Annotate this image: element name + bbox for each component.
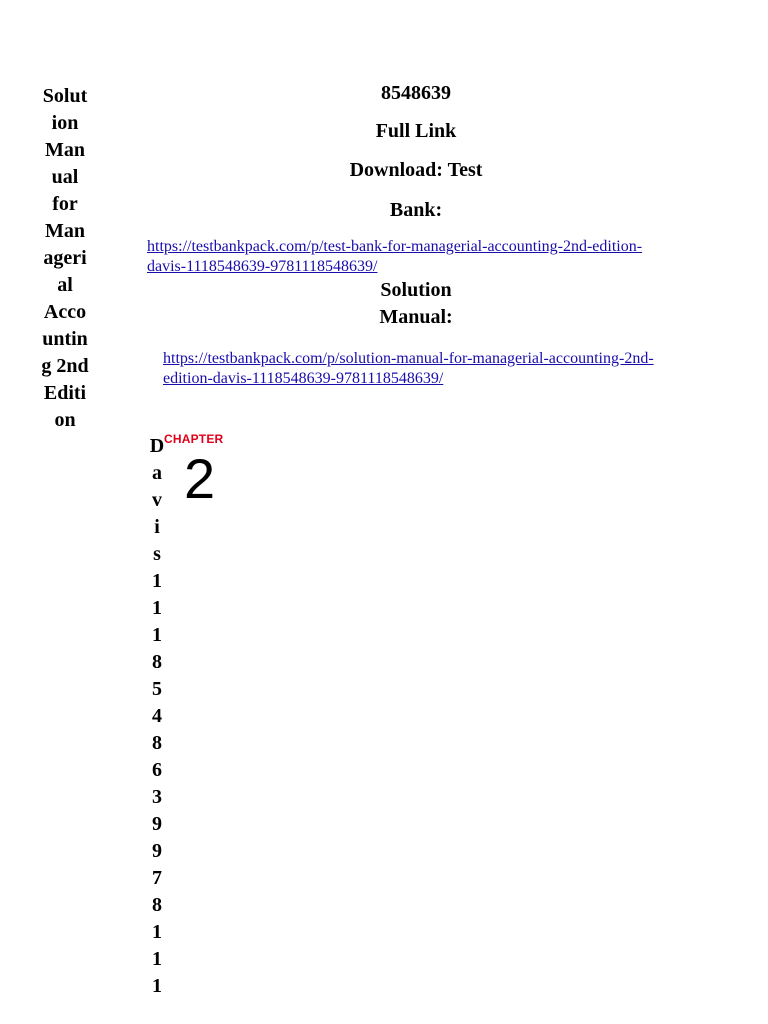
vertical-letter: 1 bbox=[152, 975, 162, 997]
vertical-letter: v bbox=[152, 489, 162, 511]
left-title-line: Man bbox=[45, 139, 85, 161]
left-title-line: ual bbox=[51, 166, 79, 188]
isbn-fragment: 8548639 bbox=[381, 82, 451, 104]
vertical-letter: 1 bbox=[152, 948, 162, 970]
vertical-letter: 6 bbox=[152, 759, 162, 781]
vertical-letter: 7 bbox=[152, 867, 162, 889]
chapter-number: 2 bbox=[184, 447, 216, 510]
vertical-letter: 8 bbox=[152, 732, 162, 754]
solution-heading: Solution bbox=[380, 279, 452, 301]
download-test-heading: Download: Test bbox=[349, 159, 483, 181]
vertical-letter: i bbox=[154, 516, 160, 538]
test-bank-link[interactable]: https://testbankpack.com/p/test-bank-for-managerial-accounting-2nd-edition-davis-1118548639-9781118548639/ bbox=[147, 238, 643, 275]
vertical-letter: 5 bbox=[152, 678, 162, 700]
vertical-letter: 1 bbox=[152, 921, 162, 943]
left-title-line: Man bbox=[45, 220, 85, 242]
left-title-line: g 2nd bbox=[41, 355, 89, 377]
left-title-column bbox=[34, 83, 96, 434]
left-title-line: for bbox=[52, 193, 78, 215]
vertical-letter: s bbox=[153, 543, 161, 565]
vertical-letter: D bbox=[149, 435, 165, 457]
vertical-letter: 8 bbox=[152, 894, 162, 916]
chapter-label: CHAPTER bbox=[164, 432, 224, 446]
left-title-line: on bbox=[54, 409, 76, 431]
left-title-line: untin bbox=[42, 328, 88, 350]
left-title-line: ion bbox=[51, 112, 79, 134]
left-title-line: Editi bbox=[43, 382, 87, 404]
vertical-letter: 9 bbox=[152, 813, 162, 835]
left-title-line: al bbox=[57, 274, 73, 296]
manual-heading: Manual: bbox=[379, 306, 453, 328]
left-title-line: Solut bbox=[42, 85, 88, 107]
vertical-letter: 1 bbox=[152, 597, 162, 619]
bank-heading: Bank: bbox=[389, 199, 443, 221]
vertical-letter: a bbox=[152, 462, 162, 484]
left-title-line: ageri bbox=[43, 247, 87, 269]
vertical-letter: 9 bbox=[152, 840, 162, 862]
vertical-letter: 1 bbox=[152, 570, 162, 592]
vertical-letter: 4 bbox=[152, 705, 162, 727]
vertical-text-column bbox=[147, 433, 167, 1000]
left-title-line: Acco bbox=[43, 301, 87, 323]
vertical-letter: 3 bbox=[152, 786, 162, 808]
full-link-heading: Full Link bbox=[375, 120, 457, 142]
vertical-letter: 8 bbox=[152, 651, 162, 673]
solution-manual-link[interactable]: https://testbankpack.com/p/solution-manual-for-managerial-accounting-2nd-edition-davis-1118548639-9781118548639/ bbox=[163, 350, 654, 387]
vertical-letter: 1 bbox=[152, 624, 162, 646]
